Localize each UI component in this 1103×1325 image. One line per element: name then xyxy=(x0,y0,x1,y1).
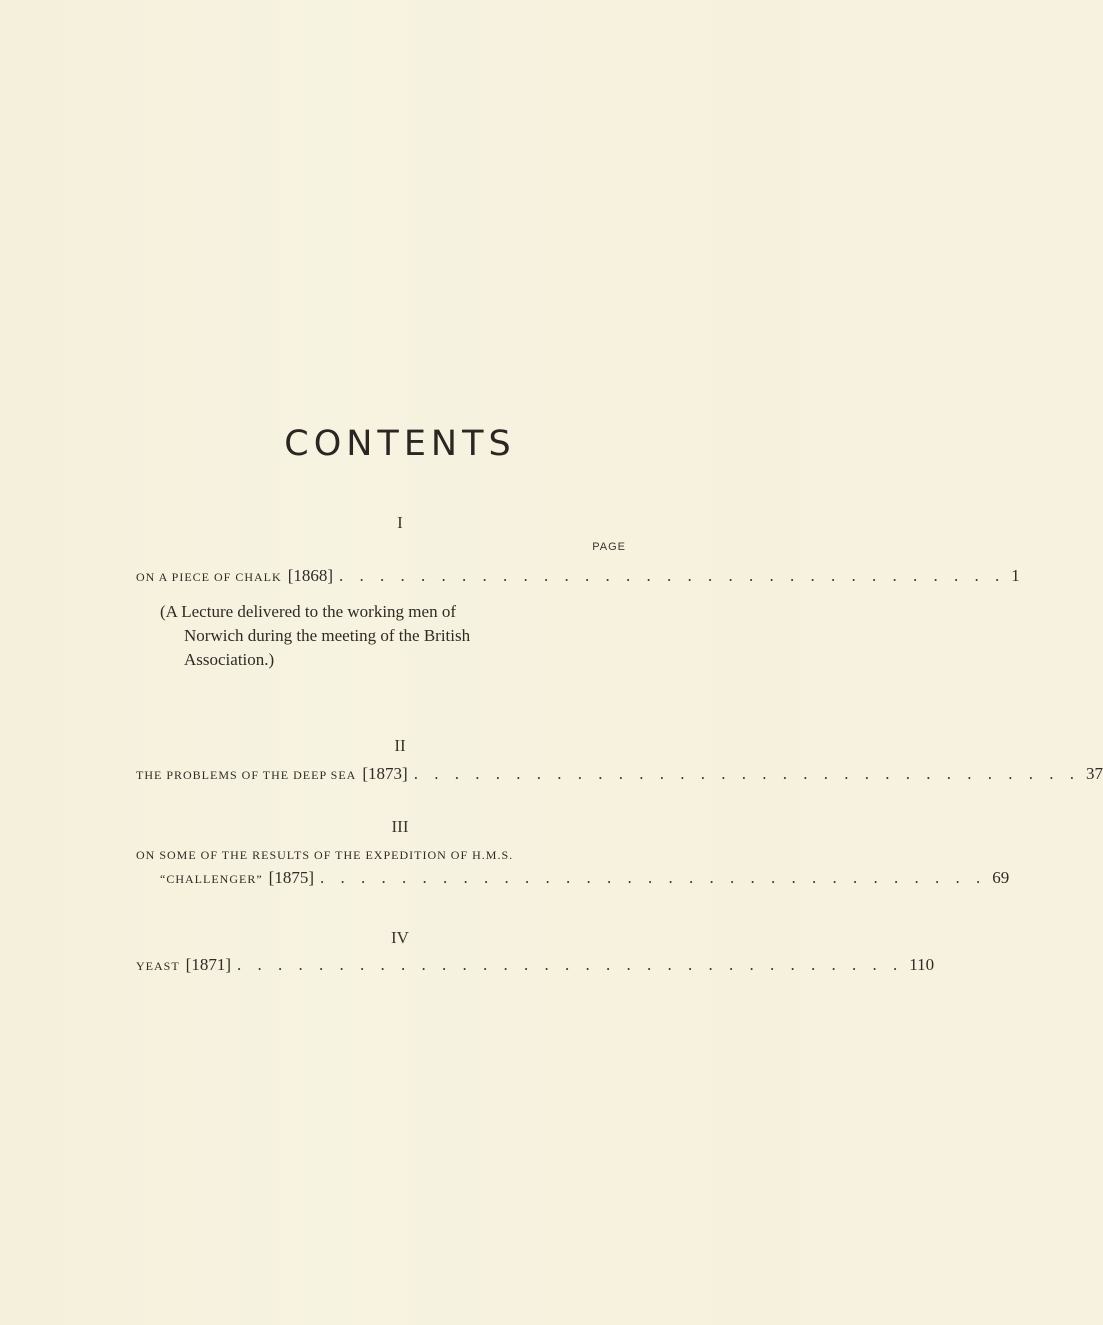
contents-heading: CONTENTS xyxy=(284,424,516,464)
toc-entry-page: 69 xyxy=(992,868,1010,887)
toc-entry-page: 1 xyxy=(1011,566,1020,585)
toc-entry-title: ON A PIECE OF CHALK xyxy=(136,570,282,584)
toc-entry-1[interactable] xyxy=(136,566,1020,586)
section-numeral-3: III xyxy=(391,817,409,836)
toc-entry-year: [1868] xyxy=(287,566,334,585)
toc-entry-4[interactable] xyxy=(136,955,935,975)
toc-entry-note xyxy=(160,600,600,672)
section-numeral-4: IV xyxy=(391,928,409,947)
toc-entry-2[interactable] xyxy=(136,764,1103,784)
toc-entry-3[interactable] xyxy=(160,868,1010,888)
toc-entry-year: [1871] xyxy=(185,955,231,974)
leader-dots: . . . . . . . . . . . . . . . . . . . . . . . . . . . . . . . . . xyxy=(339,566,1006,585)
leader-dots: . . . . . . . . . . . . . . . . . . . . . . . . . . . . . . . . . xyxy=(413,764,1080,783)
leader-dots: . . . . . . . . . . . . . . . . . . . . . . . . . . . . . . . . . xyxy=(319,868,987,887)
note-line: Association.) xyxy=(184,650,275,669)
toc-entry-title: YEAST xyxy=(136,959,180,973)
page-column-label: PAGE xyxy=(592,541,626,553)
note-line: Norwich during the meeting of the British xyxy=(184,626,471,645)
note-line: (A Lecture delivered to the working men of xyxy=(160,602,456,621)
toc-entry-3-first-line: ON SOME OF THE RESULTS OF THE EXPEDITION OF H.M.S. xyxy=(136,848,514,862)
toc-entry-page: 37 xyxy=(1085,764,1103,783)
toc-entry-title: THE PROBLEMS OF THE DEEP SEA xyxy=(136,768,357,782)
leader-dots: . . . . . . . . . . . . . . . . . . . . . . . . . . . . . . . . . xyxy=(237,955,904,974)
toc-entry-year: [1873] xyxy=(362,764,408,783)
toc-entry-page: 110 xyxy=(909,955,935,974)
toc-entry-year: [1875] xyxy=(268,868,314,887)
section-numeral-2: II xyxy=(394,736,406,755)
section-numeral-1: I xyxy=(397,513,403,532)
toc-entry-title: “CHALLENGER” xyxy=(160,872,263,886)
